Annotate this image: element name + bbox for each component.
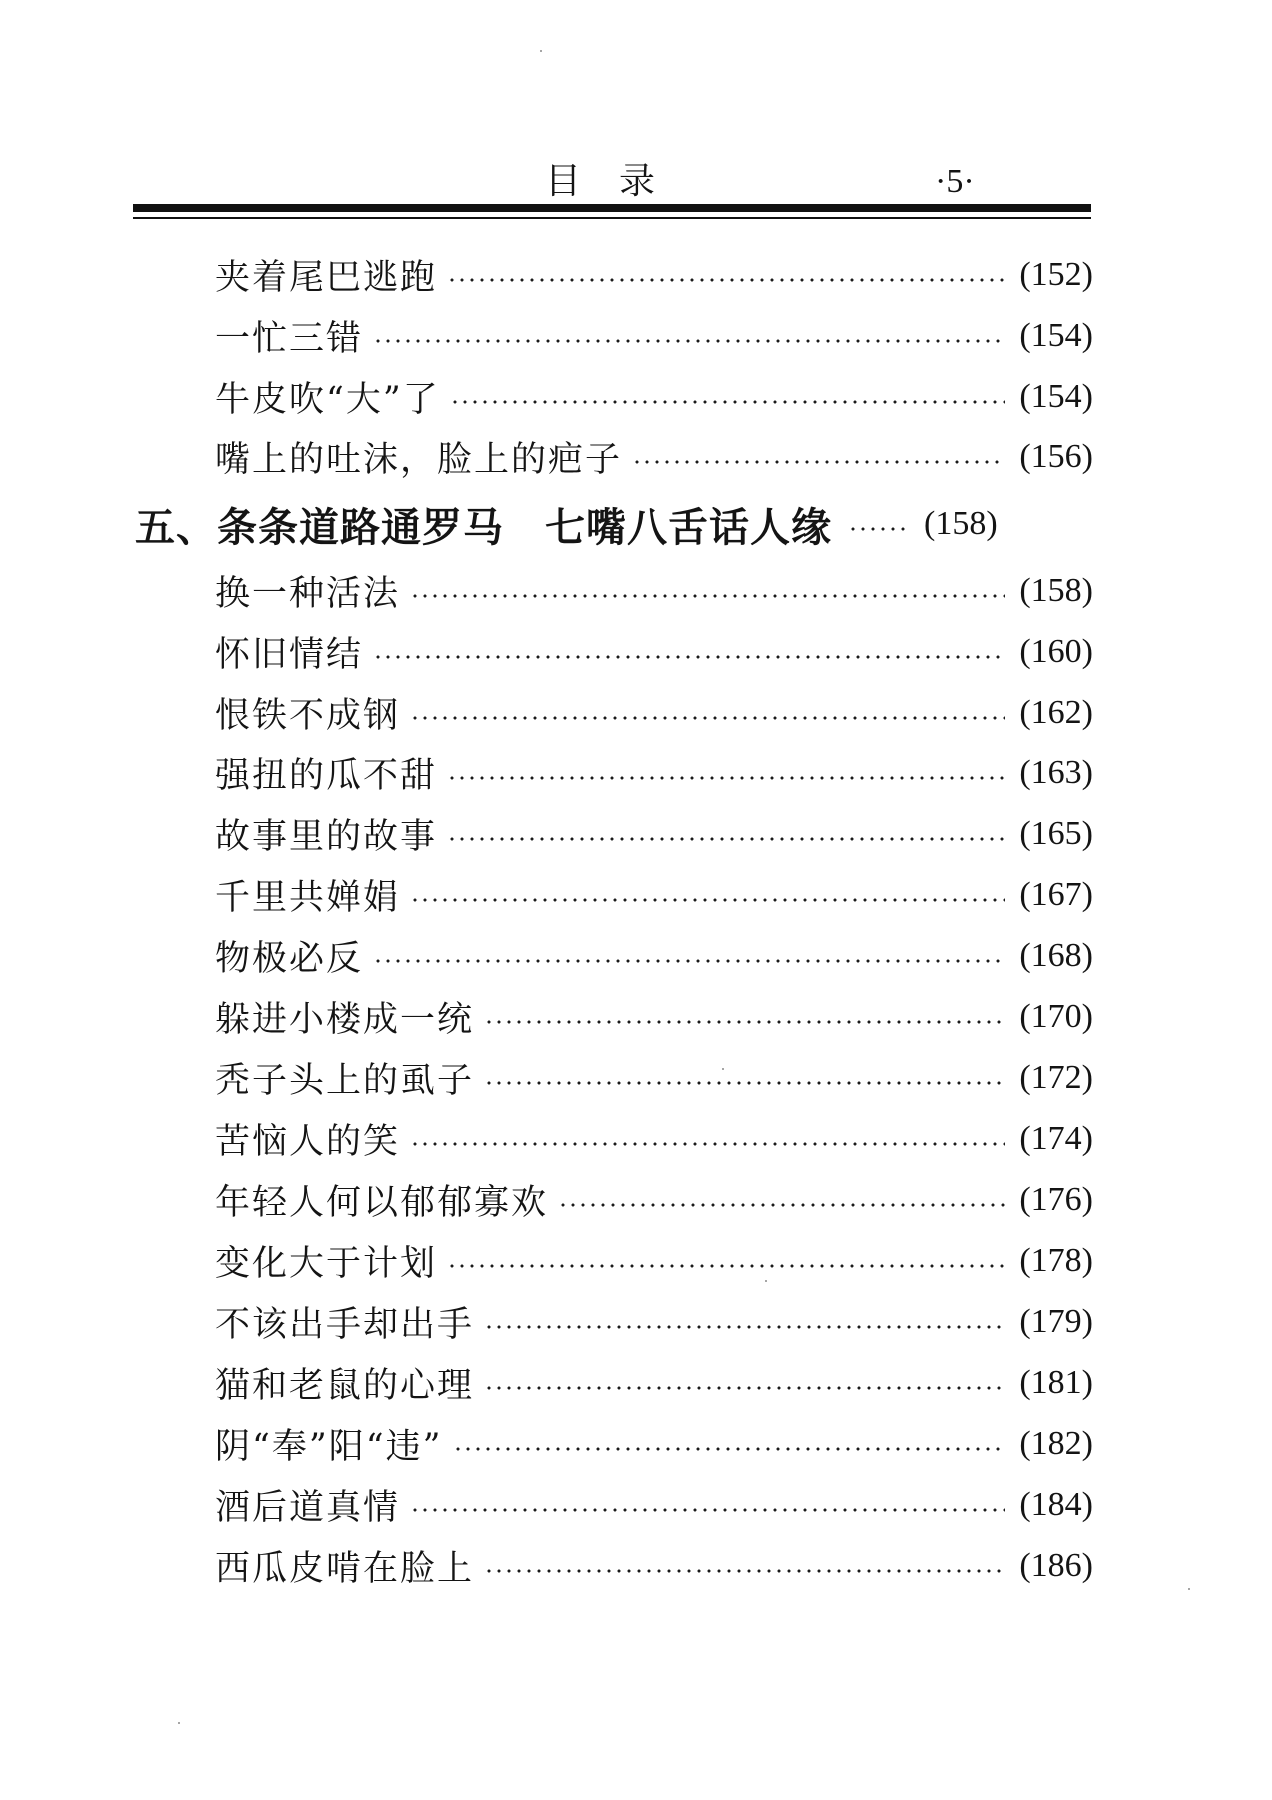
toc-entry	[215, 1050, 1093, 1106]
dot-leader	[848, 527, 910, 531]
dot-leader	[410, 1142, 1005, 1146]
toc-entry	[215, 1538, 1093, 1594]
toc-entry	[215, 1233, 1093, 1289]
toc-page-number: (158)	[924, 505, 998, 542]
toc-entry-title: 怀旧情结	[215, 635, 364, 675]
toc-entry	[215, 1294, 1093, 1350]
dot-leader	[484, 1386, 1005, 1390]
toc-entry	[215, 806, 1093, 862]
dot-leader	[484, 1081, 1005, 1085]
toc-entry	[215, 989, 1093, 1045]
toc-entry-title: 不该出手却出手	[215, 1305, 475, 1345]
toc-entry	[215, 867, 1093, 923]
dot-leader	[484, 1569, 1005, 1573]
toc-page-number: (181)	[1019, 1364, 1093, 1401]
toc-entry-title: 恨铁不成钢	[215, 696, 401, 736]
toc-page-number: (182)	[1019, 1425, 1093, 1462]
toc-entry	[215, 685, 1093, 741]
toc-entry-title: 西瓜皮啃在脸上	[215, 1549, 475, 1589]
toc-entry-title: 嘴上的吐沫，脸上的疤子	[215, 440, 623, 480]
dot-leader	[447, 837, 1005, 841]
toc-entry-title: 苦恼人的笑	[215, 1122, 401, 1162]
toc-entry	[215, 1355, 1093, 1411]
toc-entry-title: 猫和老鼠的心理	[215, 1366, 475, 1406]
scan-speck	[178, 1722, 180, 1724]
toc-section-title: 五、条条道路通罗马 七嘴八舌话人缘	[135, 503, 832, 551]
toc-page-number: (167)	[1019, 876, 1093, 913]
dot-leader	[484, 1325, 1005, 1329]
toc-entry-title: 酒后道真情	[215, 1488, 401, 1528]
toc-entry-title: 牛皮吹“大”了	[215, 380, 440, 420]
page-number: ·5·	[935, 163, 975, 200]
dot-leader	[447, 278, 1005, 282]
toc-page-number: (165)	[1019, 815, 1093, 852]
toc-page-number: (158)	[1019, 572, 1093, 609]
dot-leader	[410, 1508, 1005, 1512]
toc-entry-title: 物极必反	[215, 939, 364, 979]
toc-entry	[215, 429, 1093, 485]
toc-page-number: (162)	[1019, 694, 1093, 731]
toc-entry-title: 秃子头上的虱子	[215, 1061, 475, 1101]
toc-entry	[215, 624, 1093, 680]
toc-entry	[215, 247, 1093, 303]
toc-page-number: (168)	[1019, 937, 1093, 974]
toc-entry-title: 年轻人何以郁郁寡欢	[215, 1183, 549, 1223]
toc-page-number: (178)	[1019, 1242, 1093, 1279]
toc-entry-title: 强扭的瓜不甜	[215, 756, 438, 796]
toc-page-number: (172)	[1019, 1059, 1093, 1096]
dot-leader	[558, 1203, 1005, 1207]
toc-page-number: (176)	[1019, 1181, 1093, 1218]
toc-entry	[215, 308, 1093, 364]
toc-entry-title: 躲进小楼成一统	[215, 1000, 475, 1040]
dot-leader	[410, 898, 1005, 902]
toc-page-number: (179)	[1019, 1303, 1093, 1340]
toc-page-number: (160)	[1019, 633, 1093, 670]
toc-entry	[215, 928, 1093, 984]
toc-entry-title: 阴“奉”阳“违”	[215, 1427, 443, 1467]
toc-page-number: (186)	[1019, 1547, 1093, 1584]
toc-entry	[215, 1477, 1093, 1533]
toc-entry	[215, 369, 1093, 425]
dot-leader	[484, 1020, 1005, 1024]
toc-entry	[215, 1416, 1093, 1472]
dot-leader	[410, 716, 1005, 720]
scan-speck	[1188, 1588, 1190, 1590]
running-header-title: 目录	[545, 161, 694, 202]
dot-leader	[373, 339, 1005, 343]
toc-entry-title: 故事里的故事	[215, 817, 438, 857]
toc-entry-title: 一忙三错	[215, 319, 364, 359]
toc-entry-title: 换一种活法	[215, 574, 401, 614]
toc-page-number: (152)	[1019, 256, 1093, 293]
dot-leader	[453, 1447, 1006, 1451]
toc-entry-title: 千里共婵娟	[215, 878, 401, 918]
toc-page-number: (184)	[1019, 1486, 1093, 1523]
toc-entry	[215, 1111, 1093, 1167]
toc-entry	[215, 563, 1093, 619]
dot-leader	[447, 776, 1005, 780]
toc-section-heading	[135, 496, 1093, 552]
dot-leader	[450, 400, 1006, 404]
dot-leader	[447, 1264, 1005, 1268]
dot-leader	[373, 959, 1005, 963]
dot-leader	[410, 594, 1005, 598]
toc-page-number: (154)	[1019, 317, 1093, 354]
dot-leader	[632, 460, 1005, 464]
toc-entry-title: 夹着尾巴逃跑	[215, 258, 438, 298]
toc-entry	[215, 745, 1093, 801]
scan-speck	[540, 50, 542, 52]
toc-entry-title: 变化大于计划	[215, 1244, 438, 1284]
scan-speck	[765, 1280, 767, 1282]
dot-leader	[373, 655, 1005, 659]
toc-page-number: (174)	[1019, 1120, 1093, 1157]
toc-page-number: (156)	[1019, 438, 1093, 475]
toc-page-number: (170)	[1019, 998, 1093, 1035]
scan-speck	[722, 1068, 724, 1070]
toc-page-number: (163)	[1019, 754, 1093, 791]
toc-entry	[215, 1172, 1093, 1228]
toc-page-number: (154)	[1019, 378, 1093, 415]
